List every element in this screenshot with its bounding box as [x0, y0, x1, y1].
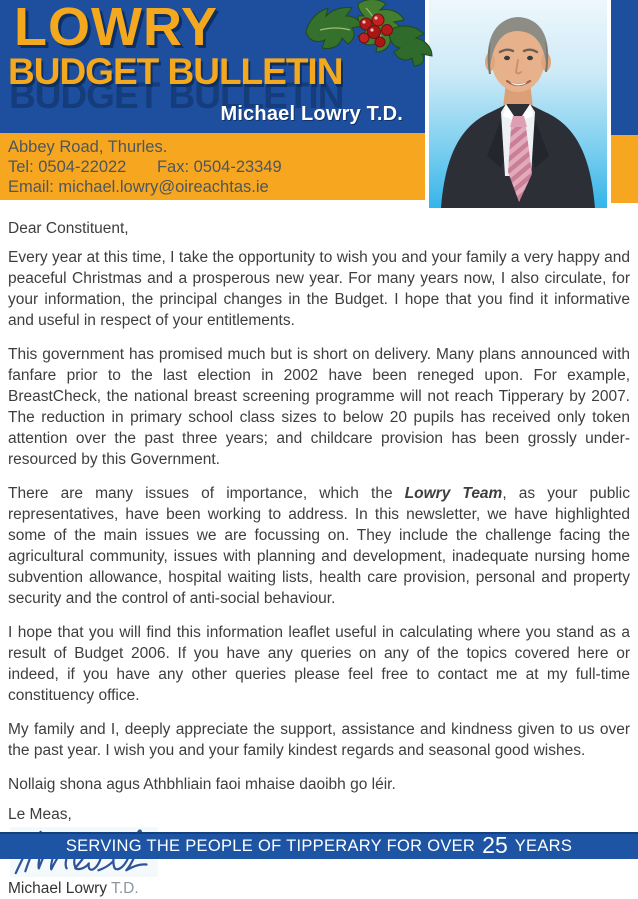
closing: Le Meas, [8, 806, 72, 823]
contact-fax: Fax: 0504-23349 [156, 158, 282, 176]
paragraph-5: My family and I, deeply appreciate the support, assistance and kindness given to us over the past year. I wish you and your family kindest regards and seasonal good wishes. [8, 721, 630, 759]
holly-icon [300, 0, 434, 66]
salutation: Dear Constituent, [8, 220, 129, 237]
portrait-illustration [429, 0, 607, 208]
paragraph-1: Every year at this time, I take the opportunity to wish you and your family a very happy and peaceful Christmas and a prosperous new year. For many years now, I also circulate, for your information, the principal changes in the Budget. I hope that you find it informative and useful in respect of your entitlements. [8, 249, 630, 329]
right-stripe-blue [611, 0, 638, 135]
right-stripe-orange [611, 135, 638, 203]
byline: Michael Lowry T.D. [220, 103, 403, 125]
page-subtitle: BUDGET BULLETIN [8, 51, 343, 92]
footer-text-before: SERVING THE PEOPLE OF TIPPERARY FOR OVER [65, 837, 476, 855]
signatory-title: T.D. [111, 880, 139, 897]
footer-text-after: YEARS [514, 837, 573, 855]
footer-years-number: 25 [482, 832, 508, 858]
paragraph-3-end: , as your public representatives, have been working to address. In this newsletter, we have highlighted some of the main issues we are focussing on. They include the challenge facing the agricultural community, issues with planning and development, inadequate nursing home subvention allowance, hospital waiting lists, health care provision, personal and property security and the control of anti-social behaviour. [8, 485, 630, 607]
paragraph-2: This government has promised much but is short on delivery. Many plans announced with fanfare prior to the last election in 2002 have been reneged upon. For example, BreastCheck, the national breast screening programme will not reach Tipperary by 2007. The reduction in primary school class sizes to below 20 pupils has received only token attention over the past three years; and childcare provision has been grossly under-resourced by this Government. [8, 346, 630, 468]
contact-tel: Tel: 0504-22022 [8, 158, 127, 176]
paragraph-3-start: There are many issues of importance, which the [8, 485, 405, 502]
paragraph-3 [8, 483, 630, 609]
contact-telfax [8, 157, 425, 177]
signatory-line [8, 878, 630, 899]
contact-email: Email: michael.lowry@oireachtas.ie [8, 178, 269, 196]
footer-banner [0, 832, 638, 859]
gaelic-greeting: Nollaig shona agus Athbhliain faoi mhaise daoibh go léir. [8, 776, 396, 793]
contact-address: Abbey Road, Thurles. [8, 138, 168, 156]
lowry-team-emphasis: Lowry Team [404, 485, 503, 502]
page-title: LOWRY [14, 0, 218, 57]
contact-band [0, 133, 425, 200]
signatory-name: Michael Lowry [8, 880, 108, 897]
paragraph-4: I hope that you will find this information leaflet useful in calculating where you stand as a result of Budget 2006. If you have any queries on any of the topics covered here or indeed, if you have any other queries please feel free to contact me at my full-time constituency office. [8, 624, 630, 704]
letter-body [0, 208, 638, 899]
michael-lowry-photo [429, 0, 607, 208]
